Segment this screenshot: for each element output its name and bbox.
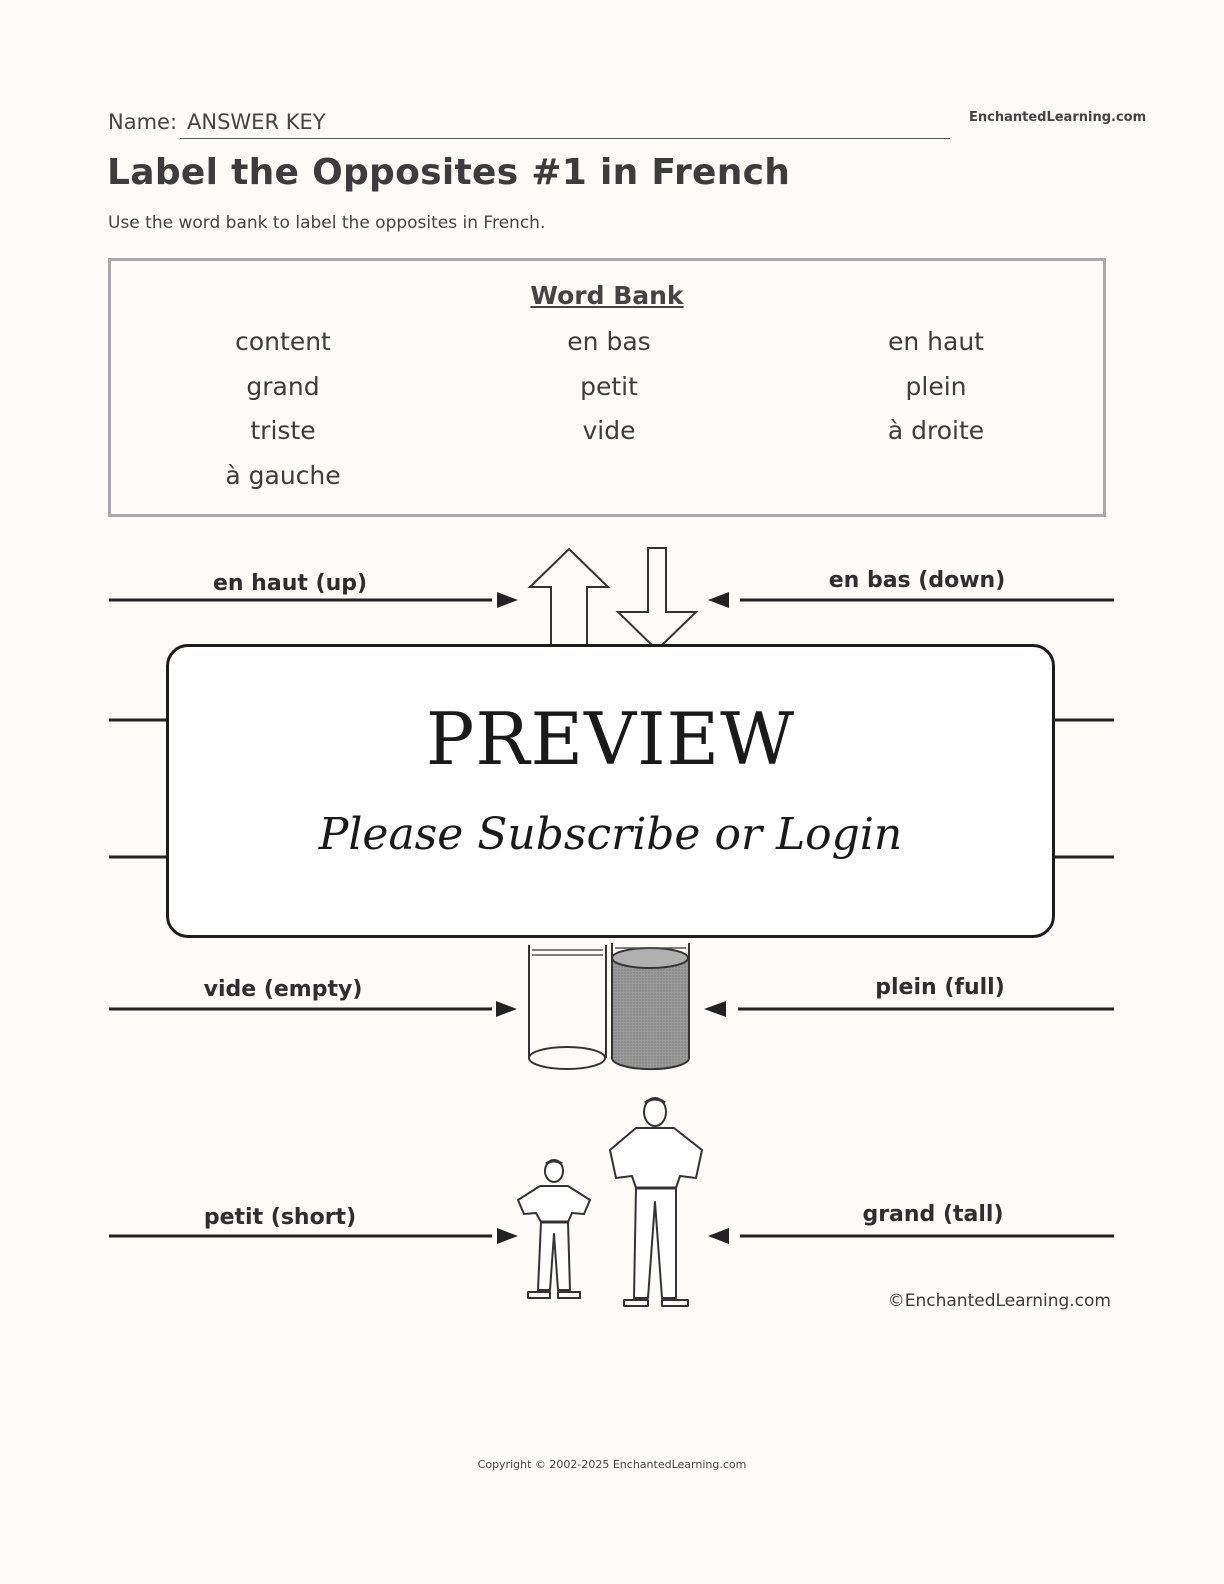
copyright: Copyright © 2002-2025 EnchantedLearning.com: [477, 1458, 747, 1471]
label-full: plein (full): [875, 975, 1005, 1000]
down-arrow-icon: [618, 548, 696, 650]
label-down: en bas (down): [828, 568, 1006, 593]
word-bank-word: en bas: [567, 327, 651, 356]
diagram-watermark: ©EnchantedLearning.com: [887, 1291, 1111, 1311]
label-tall: grand (tall): [862, 1202, 1004, 1227]
up-arrow-icon: [530, 549, 608, 650]
tall-man-icon: [610, 1098, 702, 1306]
label-empty: vide (empty): [203, 977, 363, 1002]
word-bank-word: plein: [905, 372, 967, 401]
preview-title: PREVIEW: [425, 697, 796, 781]
site-name: EnchantedLearning.com: [969, 110, 1147, 125]
short-man-icon: [518, 1160, 590, 1298]
label-line-short: [109, 1228, 518, 1244]
empty-glass-icon: [529, 945, 606, 1069]
label-up: en haut (up): [212, 571, 368, 596]
subscribe-login-prompt[interactable]: Please Subscribe or Login: [318, 809, 903, 860]
word-bank-word: grand: [246, 372, 320, 401]
label-line-full: [704, 1001, 1114, 1017]
word-bank-word: à gauche: [225, 461, 341, 490]
full-glass-icon: [612, 943, 689, 1069]
word-bank-word: triste: [250, 416, 316, 445]
name-label: Name:: [108, 110, 178, 134]
label-line-empty: [109, 1001, 517, 1017]
word-bank-word: vide: [582, 416, 636, 445]
label-short: petit (short): [203, 1205, 357, 1230]
label-line-tall: [708, 1228, 1114, 1244]
word-bank-word: en haut: [888, 327, 984, 356]
instructions: Use the word bank to label the opposites in French.: [108, 213, 546, 233]
word-bank-word: content: [235, 327, 331, 356]
name-value: ANSWER KEY: [187, 110, 326, 134]
word-bank-word: à droite: [887, 416, 985, 445]
page-title: Label the Opposites #1 in French: [107, 152, 791, 193]
word-bank-title: Word Bank: [530, 281, 684, 310]
word-bank-word: petit: [580, 372, 638, 401]
preview-overlay[interactable]: [166, 644, 1055, 938]
label-line-down: [708, 592, 1114, 608]
